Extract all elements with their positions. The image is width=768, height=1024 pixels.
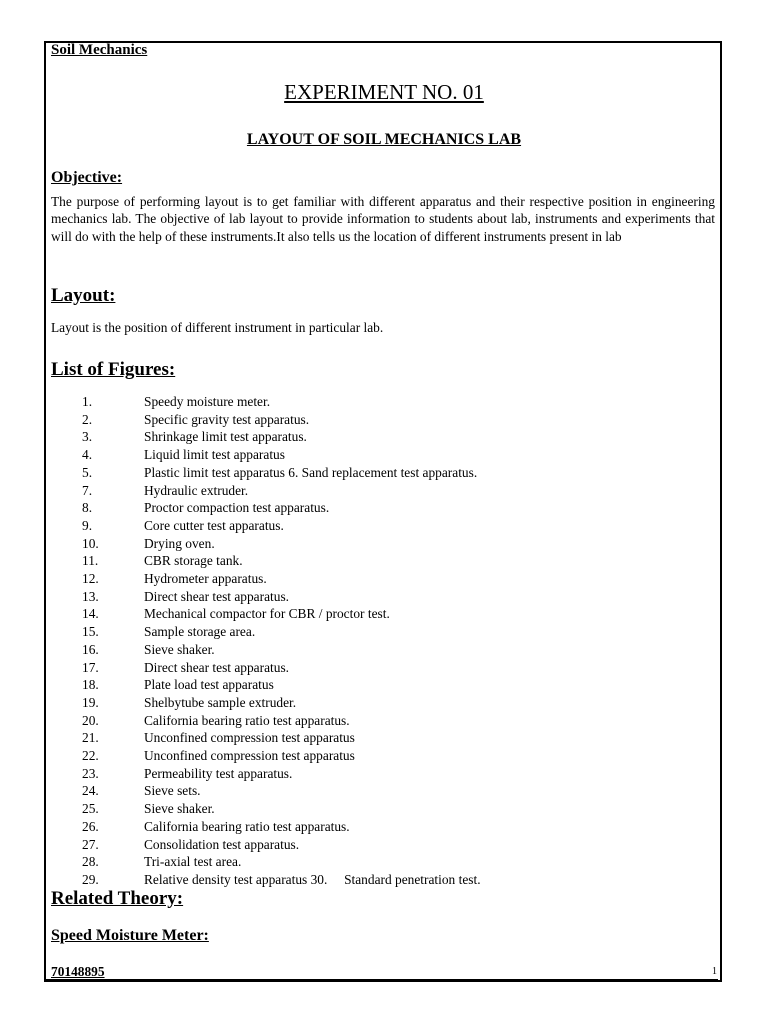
speed-moisture-heading: Speed Moisture Meter: — [51, 927, 209, 944]
page-subtitle: LAYOUT OF SOIL MECHANICS LAB — [246, 131, 522, 148]
list-item-number: 5. — [82, 464, 93, 480]
list-item-number: 26. — [82, 818, 99, 834]
list-item-number: 27. — [82, 836, 99, 852]
list-item-text: Speedy moisture meter. — [144, 394, 271, 409]
list-item-number: 4. — [82, 447, 93, 463]
footer-student-id: 70148895 — [51, 964, 105, 979]
list-item-number: 18. — [82, 677, 99, 693]
list-item-text: Core cutter test apparatus. — [144, 517, 284, 533]
list-item-text: Permeability test apparatus. — [144, 765, 293, 781]
list-item-text: Consolidation test apparatus. — [144, 836, 300, 852]
list-item-text: Relative density test apparatus 30. Standard penetration test. — [144, 871, 481, 887]
list-item-text: California bearing ratio test apparatus. — [144, 818, 350, 834]
list-item-text: Mechanical compactor for CBR / proctor test. — [144, 606, 390, 622]
list-item-number: 13. — [82, 588, 99, 604]
list-item-text: Sample storage area. — [144, 624, 256, 640]
course-header: Soil Mechanics — [51, 42, 148, 58]
list-item-number: 20. — [82, 712, 99, 728]
list-item-text: Direct shear test apparatus. — [144, 659, 290, 675]
list-item-number: 23. — [82, 765, 99, 781]
list-item-number: 28. — [82, 854, 99, 870]
list-item-number: 11. — [82, 553, 99, 569]
footer-page-number: 1 — [712, 966, 717, 977]
list-item-text: Tri-axial test area. — [144, 854, 242, 870]
footer-rule — [46, 979, 718, 980]
list-item-number: 19. — [82, 694, 99, 710]
list-item-text: Proctor compaction test apparatus. — [144, 500, 330, 516]
list-item-number: 14. — [82, 606, 99, 622]
list-item-text: Specific gravity test apparatus. — [144, 411, 310, 427]
list-item-number: 22. — [82, 748, 99, 763]
list-item-number: 15. — [82, 624, 99, 640]
list-item-text: Plate load test apparatus — [144, 677, 274, 693]
list-item-text: Unconfined compression test apparatus — [144, 730, 355, 746]
list-item-text: Shelbytube sample extruder. — [144, 694, 297, 710]
list-item-number: 24. — [82, 783, 99, 799]
list-item-text: CBR storage tank. — [144, 553, 243, 569]
list-item-number: 2. — [82, 411, 93, 427]
list-item-text: Plastic limit test apparatus 6. Sand replacement test apparatus. — [144, 464, 478, 480]
page-title: EXPERIMENT NO. 01 — [284, 80, 484, 104]
list-item-text: Sieve sets. — [144, 783, 201, 799]
list-item-text: Hydraulic extruder. — [144, 482, 249, 498]
list-item-number: 16. — [82, 641, 99, 657]
list-item-number: 3. — [82, 429, 93, 445]
list-item-number: 9. — [82, 517, 93, 533]
list-item-number: 10. — [82, 535, 99, 551]
list-item-text: Hydrometer apparatus. — [144, 571, 267, 586]
list-item-number: 29. — [82, 871, 99, 887]
list-item-number: 21. — [82, 730, 99, 746]
objective-heading: Objective: — [51, 169, 123, 186]
list-item-text: Unconfined compression test apparatus — [144, 748, 355, 763]
list-item-number: 12. — [82, 571, 99, 586]
list-item-text: Shrinkage limit test apparatus. — [144, 429, 307, 445]
list-item-text: Sieve shaker. — [144, 641, 215, 657]
list-item-number: 1. — [82, 394, 93, 409]
list-item-number: 25. — [82, 801, 99, 817]
layout-text: Layout is the position of different instrument in particular lab. — [51, 320, 384, 335]
list-item-text: Drying oven. — [144, 535, 215, 551]
list-item-text: California bearing ratio test apparatus. — [144, 712, 350, 728]
list-item-text: Sieve shaker. — [144, 801, 215, 817]
list-item-number: 17. — [82, 659, 99, 675]
related-theory-heading: Related Theory: — [51, 888, 184, 909]
figures-heading: List of Figures: — [51, 359, 176, 380]
list-item-text: Liquid limit test apparatus — [144, 447, 285, 463]
objective-text: The purpose of performing layout is to get familiar with different apparatus and their respective position in engineering mechanics lab. The objective of lab layout to provide information to students about lab, instruments and experiments that will do with the help of these instruments.It also tells us the location of different instruments present in lab — [51, 194, 715, 244]
list-item-number: 7. — [82, 482, 93, 498]
layout-heading: Layout: — [51, 285, 116, 306]
list-item-number: 8. — [82, 500, 93, 516]
list-item-text: Direct shear test apparatus. — [144, 588, 290, 604]
